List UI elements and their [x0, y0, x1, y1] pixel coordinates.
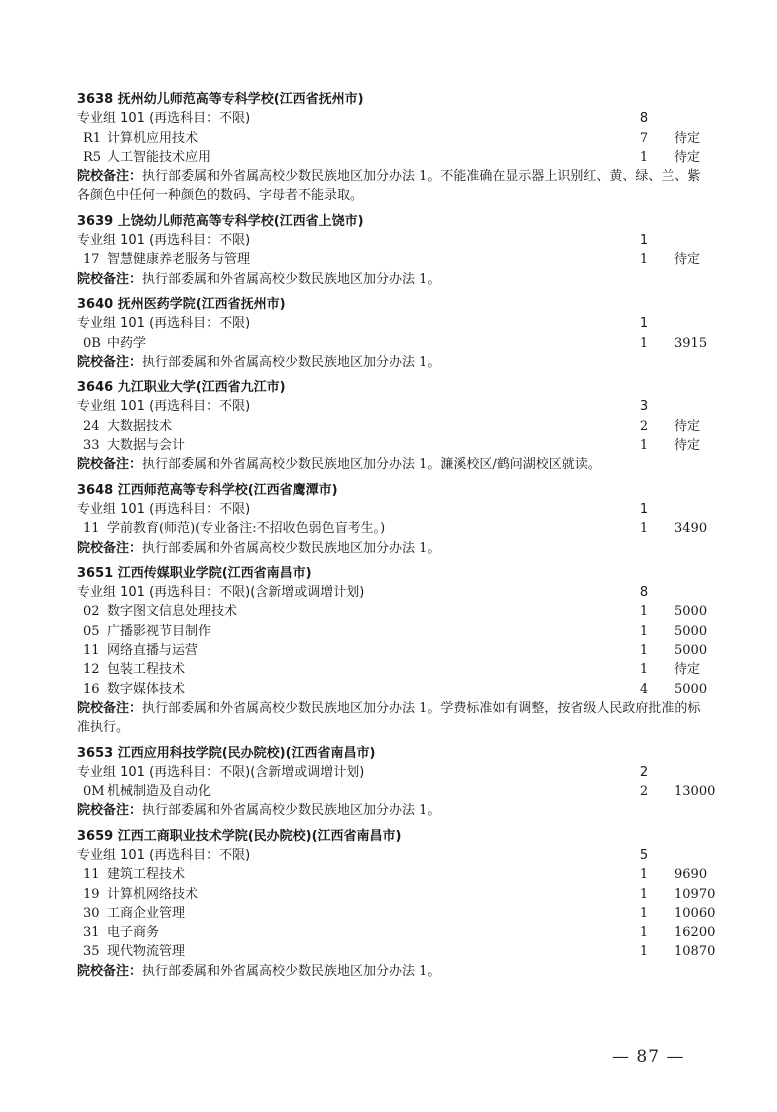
- major-code: R1: [83, 130, 102, 146]
- note-label: 院校备注：: [77, 700, 143, 716]
- major-count: 1: [639, 438, 649, 454]
- group-total: 2: [639, 764, 649, 780]
- major-code: 24: [83, 418, 100, 434]
- major-count: 4: [639, 681, 649, 697]
- major-row: [77, 680, 717, 699]
- major-name: 学前教育(师范)(专业备注:不招收色弱色盲考生。): [107, 521, 386, 537]
- major-count: 1: [639, 521, 649, 537]
- major-name: 大数据与会计: [107, 438, 186, 454]
- major-group-row: [77, 109, 717, 128]
- major-code: 17: [83, 252, 100, 268]
- major-group-row: [77, 231, 717, 250]
- major-row: [77, 602, 717, 621]
- school-entry: [77, 212, 717, 289]
- note-label: 院校备注：: [77, 540, 143, 556]
- major-count: 1: [639, 867, 649, 883]
- school-entry: [77, 90, 717, 206]
- major-name: 计算机应用技术: [107, 130, 199, 146]
- note-label: 院校备注：: [77, 169, 143, 185]
- major-code: 31: [83, 925, 100, 941]
- major-name: 广播影视节目制作: [107, 623, 212, 639]
- major-code: 05: [83, 623, 100, 639]
- major-count: 7: [639, 130, 649, 146]
- major-code: 02: [83, 604, 100, 620]
- note-text: 执行部委属和外省属高校少数民族地区加分办法 1。: [142, 271, 441, 287]
- major-group-label: 专业组 101 (再选科目：不限): [77, 501, 251, 517]
- major-fee: 待定: [674, 149, 701, 165]
- major-fee: 5000: [674, 604, 708, 620]
- school-entry: [77, 744, 717, 821]
- major-code: 35: [83, 944, 100, 960]
- major-row: [77, 641, 717, 660]
- school-entry: [77, 378, 717, 474]
- major-group-label: 专业组 101 (再选科目：不限): [77, 316, 251, 332]
- note-text: 执行部委属和外省属高校少数民族地区加分办法 1。: [142, 354, 441, 370]
- major-group-row: [77, 500, 717, 519]
- group-total: 1: [639, 501, 649, 517]
- note-text: 执行部委属和外省属高校少数民族地区加分办法 1。: [142, 540, 441, 556]
- major-fee: 10970: [674, 886, 716, 902]
- school-title: 3648 江西师范高等专科学校(江西省鹰潭市): [77, 482, 338, 498]
- major-fee: 待定: [674, 130, 701, 146]
- major-row: [77, 129, 717, 148]
- major-row: [77, 885, 717, 904]
- major-fee: 待定: [674, 662, 701, 678]
- school-title: 3638 抚州幼儿师范高等专科学校(江西省抚州市): [77, 92, 364, 107]
- major-name: 大数据技术: [107, 418, 173, 434]
- school-title: 3639 上饶幼儿师范高等专科学校(江西省上饶市): [77, 213, 364, 229]
- major-code: 12: [83, 662, 100, 678]
- major-count: 2: [639, 784, 649, 800]
- major-name: 数字媒体技术: [107, 681, 186, 697]
- school-note: [77, 801, 705, 820]
- major-row: [77, 519, 717, 538]
- major-name: 包装工程技术: [107, 662, 186, 678]
- major-row: [77, 622, 717, 641]
- major-row: [77, 148, 717, 167]
- note-label: 院校备注：: [77, 354, 143, 370]
- major-fee: 待定: [674, 418, 701, 434]
- school-note: [77, 962, 705, 981]
- note-label: 院校备注：: [77, 803, 143, 819]
- major-fee: 3490: [674, 521, 708, 537]
- major-fee: 3915: [674, 335, 708, 351]
- note-text: 执行部委属和外省属高校少数民族地区加分办法 1。濂溪校区/鹤问湖校区就读。: [142, 457, 601, 473]
- group-total: 8: [639, 585, 649, 601]
- major-group-row: [77, 583, 717, 602]
- school-title: 3653 江西应用科技学院(民办院校)(江西省南昌市): [77, 745, 376, 761]
- major-count: 1: [639, 643, 649, 659]
- school-note: [77, 699, 705, 738]
- school-note: [77, 353, 705, 372]
- school-entry: [77, 481, 717, 558]
- major-name: 计算机网络技术: [107, 886, 199, 902]
- major-name: 智慧健康养老服务与管理: [107, 252, 251, 268]
- major-group-row: [77, 846, 717, 865]
- major-group-label: 专业组 101 (再选科目：不限): [77, 399, 251, 415]
- school-note: [77, 270, 705, 289]
- major-count: 1: [639, 335, 649, 351]
- major-count: 1: [639, 944, 649, 960]
- major-row: [77, 782, 717, 801]
- major-count: 1: [639, 604, 649, 620]
- major-group-label: 专业组 101 (再选科目：不限): [77, 111, 251, 127]
- major-row: [77, 942, 717, 961]
- major-count: 1: [639, 925, 649, 941]
- major-fee: 待定: [674, 438, 701, 454]
- major-row: [77, 660, 717, 679]
- group-total: 1: [639, 233, 649, 249]
- major-code: R5: [83, 149, 102, 165]
- major-name: 建筑工程技术: [107, 867, 186, 883]
- major-fee: 5000: [674, 681, 708, 697]
- major-name: 现代物流管理: [107, 944, 186, 960]
- major-row: [77, 923, 717, 942]
- school-note: [77, 455, 705, 474]
- major-group-label: 专业组 101 (再选科目：不限)(含新增或调增计划): [77, 585, 365, 601]
- major-code: 19: [83, 886, 100, 902]
- school-title: 3640 抚州医药学院(江西省抚州市): [77, 296, 286, 312]
- school-title: 3646 九江职业大学(江西省九江市): [77, 380, 286, 396]
- major-count: 2: [639, 418, 649, 434]
- major-code: 33: [83, 438, 100, 454]
- major-fee: 5000: [674, 643, 708, 659]
- major-name: 工商企业管理: [107, 905, 186, 921]
- major-row: [77, 250, 717, 269]
- major-code: 11: [83, 521, 100, 537]
- major-fee: 待定: [674, 252, 701, 268]
- note-text: 执行部委属和外省属高校少数民族地区加分办法 1。: [142, 963, 441, 979]
- major-fee: 9690: [674, 867, 708, 883]
- major-code: 11: [83, 643, 100, 659]
- note-label: 院校备注：: [77, 271, 143, 287]
- major-code: 30: [83, 905, 100, 921]
- major-fee: 16200: [674, 925, 716, 941]
- major-code: 0B: [83, 335, 101, 351]
- school-entry: [77, 564, 717, 738]
- major-group-label: 专业组 101 (再选科目：不限)(含新增或调增计划): [77, 764, 365, 780]
- page-number: — 87 —: [612, 1047, 685, 1067]
- school-note: [77, 167, 705, 206]
- major-group-row: [77, 314, 717, 333]
- note-text: 执行部委属和外省属高校少数民族地区加分办法 1。不能准确在显示器上识别红、黄、绿、兰、紫各颜色中任何一种颜色的数码、字母者不能录取。: [77, 169, 701, 204]
- major-code: 0M: [83, 784, 105, 800]
- major-fee: 10060: [674, 905, 716, 921]
- major-name: 中药学: [107, 335, 147, 351]
- major-fee: 13000: [674, 784, 716, 800]
- school-title: 3659 江西工商职业技术学院(民办院校)(江西省南昌市): [77, 828, 402, 844]
- school-entry: [77, 295, 717, 372]
- major-group-label: 专业组 101 (再选科目：不限): [77, 847, 251, 863]
- major-count: 1: [639, 662, 649, 678]
- major-group-row: [77, 763, 717, 782]
- major-row: [77, 904, 717, 923]
- note-text: 执行部委属和外省属高校少数民族地区加分办法 1。学费标准如有调整，按省级人民政府批准的标准执行。: [77, 700, 701, 736]
- major-name: 人工智能技术应用: [107, 149, 212, 165]
- school-entry: [77, 827, 717, 981]
- admission-plan-list: [77, 90, 717, 981]
- major-row: [77, 865, 717, 884]
- major-code: 11: [83, 867, 100, 883]
- major-fee: 5000: [674, 623, 708, 639]
- major-name: 电子商务: [107, 925, 160, 941]
- group-total: 3: [639, 399, 649, 415]
- major-row: [77, 436, 717, 455]
- note-label: 院校备注：: [77, 457, 143, 473]
- major-row: [77, 334, 717, 353]
- major-code: 16: [83, 681, 100, 697]
- major-count: 1: [639, 149, 649, 165]
- major-fee: 10870: [674, 944, 716, 960]
- group-total: 8: [639, 111, 649, 127]
- group-total: 5: [639, 847, 649, 863]
- major-count: 1: [639, 252, 649, 268]
- major-name: 网络直播与运营: [107, 643, 199, 659]
- major-count: 1: [639, 886, 649, 902]
- major-name: 机械制造及自动化: [107, 784, 212, 800]
- major-count: 1: [639, 905, 649, 921]
- major-name: 数字图文信息处理技术: [107, 604, 238, 620]
- major-row: [77, 417, 717, 436]
- note-label: 院校备注：: [77, 963, 143, 979]
- major-group-label: 专业组 101 (再选科目：不限): [77, 233, 251, 249]
- school-title: 3651 江西传媒职业学院(江西省南昌市): [77, 565, 312, 581]
- note-text: 执行部委属和外省属高校少数民族地区加分办法 1。: [142, 803, 441, 819]
- group-total: 1: [639, 316, 649, 332]
- major-count: 1: [639, 623, 649, 639]
- school-note: [77, 539, 705, 558]
- major-group-row: [77, 397, 717, 416]
